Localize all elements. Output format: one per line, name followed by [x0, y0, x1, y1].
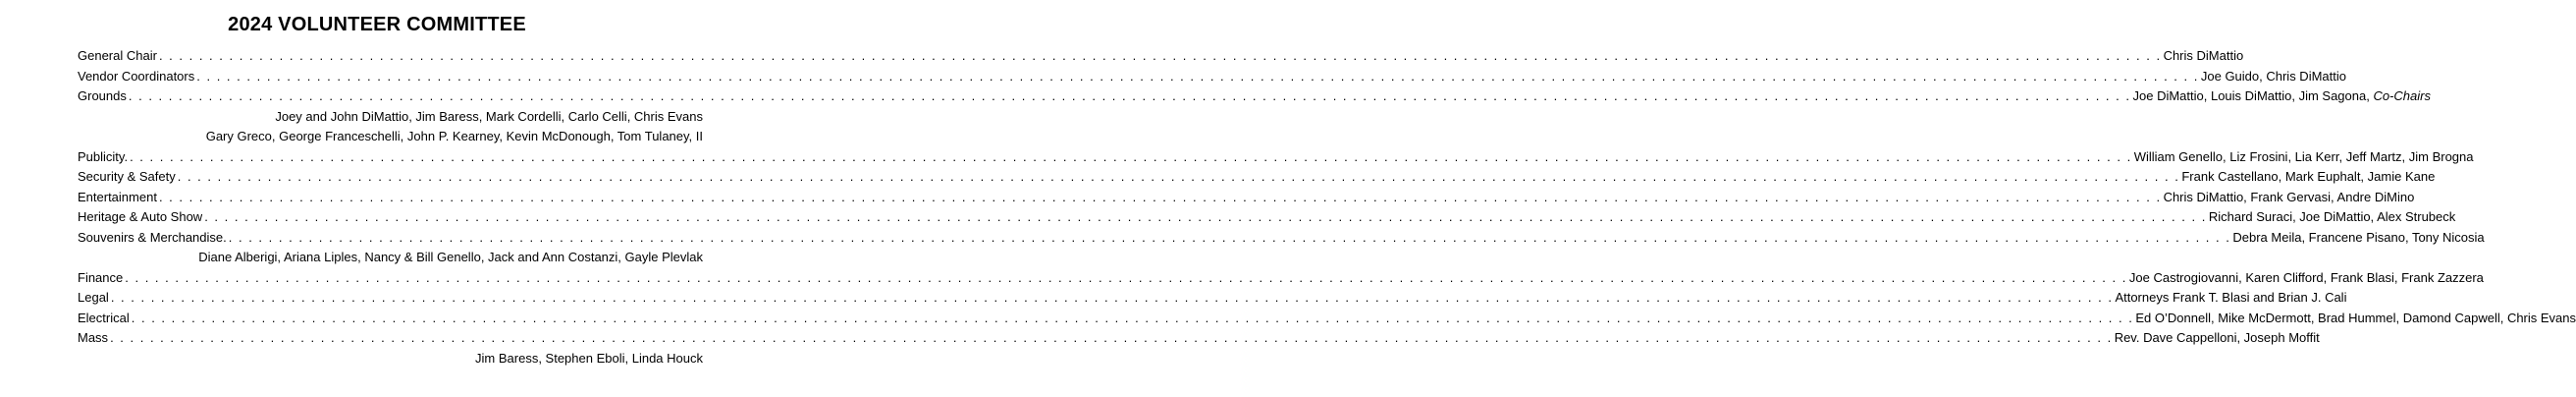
committee-row-continuation — [78, 248, 703, 268]
member-names: William Genello, Liz Frosini, Lia Kerr, Jeff Martz, Jim Brogna — [2133, 148, 2474, 164]
committee-row — [78, 328, 2320, 349]
dot-leader: . . . . . . . . . . . . . . . . . . . . . . . . . . . . . . . . . . . . . . . . . . . . . . . . . . . . . . . . . . . . . . . . . . . . . . . . . . . . . . . . . . . . . . . . . . . . . . . . . . . . . . . . . . . . . . . . . . . . . . . . . . . . . . . . . . . . . . . . . . . . . . . . . . . . . . . . . . . . . . . . . . . . . . . . . . . . . . . . . . . . . . . . . . . . . . . . . . . . . . . . — [158, 189, 2162, 204]
committee-row-continuation — [78, 349, 703, 369]
member-names: Joe Castrogiovanni, Karen Clifford, Frank Blasi, Frank Zazzera — [2128, 269, 2484, 285]
dot-leader: . . . . . . . . . . . . . . . . . . . . . . . . . . . . . . . . . . . . . . . . . . . . . . . . . . . . . . . . . . . . . . . . . . . . . . . . . . . . . . . . . . . . . . . . . . . . . . . . . . . . . . . . . . . . . . . . . . . . . . . . . . . . . . . . . . . . . . . . . . . . . . . . . . . . . . . . . . . . . . . . . . . . . . . . . . . . . . . . . . . . . . . . . . . . . . . . . . . . . . . . — [177, 169, 2180, 184]
role-label: Mass — [78, 330, 109, 345]
member-names: Diane Alberigi, Ariana Liples, Nancy & Bill Genello, Jack and Ann Costanzi, Gayle Plevlak — [198, 250, 703, 264]
dot-leader: . . . . . . . . . . . . . . . . . . . . . . . . . . . . . . . . . . . . . . . . . . . . . . . . . . . . . . . . . . . . . . . . . . . . . . . . . . . . . . . . . . . . . . . . . . . . . . . . . . . . . . . . . . . . . . . . . . . . . . . . . . . . . . . . . . . . . . . . . . . . . . . . . . . . . . . . . . . . . . . . . . . . . . . . . . . . . . . . . . . . . . . . . . . . . . . . . . . . . . . . — [158, 48, 2162, 63]
role-label: General Chair — [78, 48, 157, 63]
role-label: Souvenirs & Merchandise. — [78, 229, 227, 245]
dot-leader: . . . . . . . . . . . . . . . . . . . . . . . . . . . . . . . . . . . . . . . . . . . . . . . . . . . . . . . . . . . . . . . . . . . . . . . . . . . . . . . . . . . . . . . . . . . . . . . . . . . . . . . . . . . . . . . . . . . . . . . . . . . . . . . . . . . . . . . . . . . . . . . . . . . . . . . . . . . . . . . . . . . . . . . . . . . . . . . . . . . . . . . . . . . . . . . . . . . . . . . . — [110, 290, 2114, 305]
role-label: Publicity. — [78, 148, 129, 164]
member-names: Joe Guido, Chris DiMattio — [2200, 68, 2346, 84]
role-label: Legal — [78, 290, 109, 305]
dot-leader: . . . . . . . . . . . . . . . . . . . . . . . . . . . . . . . . . . . . . . . . . . . . . . . . . . . . . . . . . . . . . . . . . . . . . . . . . . . . . . . . . . . . . . . . . . . . . . . . . . . . . . . . . . . . . . . . . . . . . . . . . . . . . . . . . . . . . . . . . . . . . . . . . . . . . . . . . . . . . . . . . . . . . . . . . . . . . . . . . . . . . . . . . . . . . . . . . . . . . . . . — [228, 229, 2231, 245]
committee-row — [78, 288, 2347, 309]
role-note: Co-Chairs — [2369, 88, 2431, 103]
committee-row — [78, 188, 2415, 208]
member-names: Rev. Dave Cappelloni, Joseph Moffit — [2114, 330, 2320, 345]
committee-row — [78, 46, 2244, 67]
role-label: Electrical — [78, 310, 130, 325]
member-names: Joey and John DiMattio, Jim Baress, Mark Cordelli, Carlo Celli, Chris Evans — [275, 108, 703, 124]
member-names: Chris DiMattio — [2163, 48, 2244, 63]
committee-row — [78, 67, 2346, 87]
member-names: Debra Meila, Francene Pisano, Tony Nicosia — [2232, 229, 2485, 245]
dot-leader: . . . . . . . . . . . . . . . . . . . . . . . . . . . . . . . . . . . . . . . . . . . . . . . . . . . . . . . . . . . . . . . . . . . . . . . . . . . . . . . . . . . . . . . . . . . . . . . . . . . . . . . . . . . . . . . . . . . . . . . . . . . . . . . . . . . . . . . . . . . . . . . . . . . . . . . . . . . . . . . . . . . . . . . . . . . . . . . . . . . . . . . . . . . . . . . . . . . . . . . . — [125, 269, 2127, 285]
committee-row — [78, 167, 2436, 188]
committee-row-continuation — [78, 127, 703, 147]
member-names: Attorneys Frank T. Blasi and Brian J. Cali — [2115, 290, 2347, 305]
page-title: 2024 VOLUNTEER COMMITTEE — [228, 14, 526, 35]
member-names: Joe DiMattio, Louis DiMattio, Jim Sagona, Co-Chairs — [2132, 88, 2431, 103]
dot-leader: . . . . . . . . . . . . . . . . . . . . . . . . . . . . . . . . . . . . . . . . . . . . . . . . . . . . . . . . . . . . . . . . . . . . . . . . . . . . . . . . . . . . . . . . . . . . . . . . . . . . . . . . . . . . . . . . . . . . . . . . . . . . . . . . . . . . . . . . . . . . . . . . . . . . . . . . . . . . . . . . . . . . . . . . . . . . . . . . . . . . . . . . . . . . . . . . . . . . . . . . — [128, 88, 2131, 103]
committee-row — [78, 309, 2576, 329]
committee-row — [78, 207, 2456, 228]
dot-leader: . . . . . . . . . . . . . . . . . . . . . . . . . . . . . . . . . . . . . . . . . . . . . . . . . . . . . . . . . . . . . . . . . . . . . . . . . . . . . . . . . . . . . . . . . . . . . . . . . . . . . . . . . . . . . . . . . . . . . . . . . . . . . . . . . . . . . . . . . . . . . . . . . . . . . . . . . . . . . . . . . . . . . . . . . . . . . . . . . . . . . . . . . . . . . . . . . . . . . . . . — [196, 68, 2199, 84]
member-names: Chris DiMattio, Frank Gervasi, Andre DiMino — [2163, 189, 2415, 204]
committee-row — [78, 228, 2485, 249]
dot-leader: . . . . . . . . . . . . . . . . . . . . . . . . . . . . . . . . . . . . . . . . . . . . . . . . . . . . . . . . . . . . . . . . . . . . . . . . . . . . . . . . . . . . . . . . . . . . . . . . . . . . . . . . . . . . . . . . . . . . . . . . . . . . . . . . . . . . . . . . . . . . . . . . . . . . . . . . . . . . . . . . . . . . . . . . . . . . . . . . . . . . . . . . . . . . . . . . . . . . . . . . — [130, 148, 2132, 164]
role-label: Entertainment — [78, 189, 157, 204]
committee-list — [78, 46, 2576, 369]
dot-leader: . . . . . . . . . . . . . . . . . . . . . . . . . . . . . . . . . . . . . . . . . . . . . . . . . . . . . . . . . . . . . . . . . . . . . . . . . . . . . . . . . . . . . . . . . . . . . . . . . . . . . . . . . . . . . . . . . . . . . . . . . . . . . . . . . . . . . . . . . . . . . . . . . . . . . . . . . . . . . . . . . . . . . . . . . . . . . . . . . . . . . . . . . . . . . . . . . . . . . . . . — [110, 330, 2113, 345]
member-names: Jim Baress, Stephen Eboli, Linda Houck — [475, 350, 703, 366]
member-names: Gary Greco, George Franceschelli, John P. Kearney, Kevin McDonough, Tom Tulaney, II — [205, 129, 703, 143]
dot-leader: . . . . . . . . . . . . . . . . . . . . . . . . . . . . . . . . . . . . . . . . . . . . . . . . . . . . . . . . . . . . . . . . . . . . . . . . . . . . . . . . . . . . . . . . . . . . . . . . . . . . . . . . . . . . . . . . . . . . . . . . . . . . . . . . . . . . . . . . . . . . . . . . . . . . . . . . . . . . . . . . . . . . . . . . . . . . . . . . . . . . . . . . . . . . . . . . . . . . . . . . — [131, 310, 2134, 325]
committee-row — [78, 86, 2431, 107]
member-names: Frank Castellano, Mark Euphalt, Jamie Kane — [2181, 169, 2436, 184]
member-names: Ed O’Donnell, Mike McDermott, Brad Hummel, Damond Capwell, Chris Evans — [2135, 310, 2576, 325]
dot-leader: . . . . . . . . . . . . . . . . . . . . . . . . . . . . . . . . . . . . . . . . . . . . . . . . . . . . . . . . . . . . . . . . . . . . . . . . . . . . . . . . . . . . . . . . . . . . . . . . . . . . . . . . . . . . . . . . . . . . . . . . . . . . . . . . . . . . . . . . . . . . . . . . . . . . . . . . . . . . . . . . . . . . . . . . . . . . . . . . . . . . . . . . . . . . . . . . . . . . . . . . — [204, 209, 2207, 224]
role-label: Finance — [78, 269, 124, 285]
role-label: Security & Safety — [78, 169, 176, 184]
role-label: Vendor Coordinators — [78, 68, 195, 84]
committee-row-continuation — [78, 107, 703, 128]
committee-row — [78, 147, 2474, 168]
role-label: Heritage & Auto Show — [78, 209, 203, 224]
committee-row — [78, 268, 2484, 289]
member-names: Richard Suraci, Joe DiMattio, Alex Strubeck — [2208, 209, 2456, 224]
role-label: Grounds — [78, 88, 127, 103]
